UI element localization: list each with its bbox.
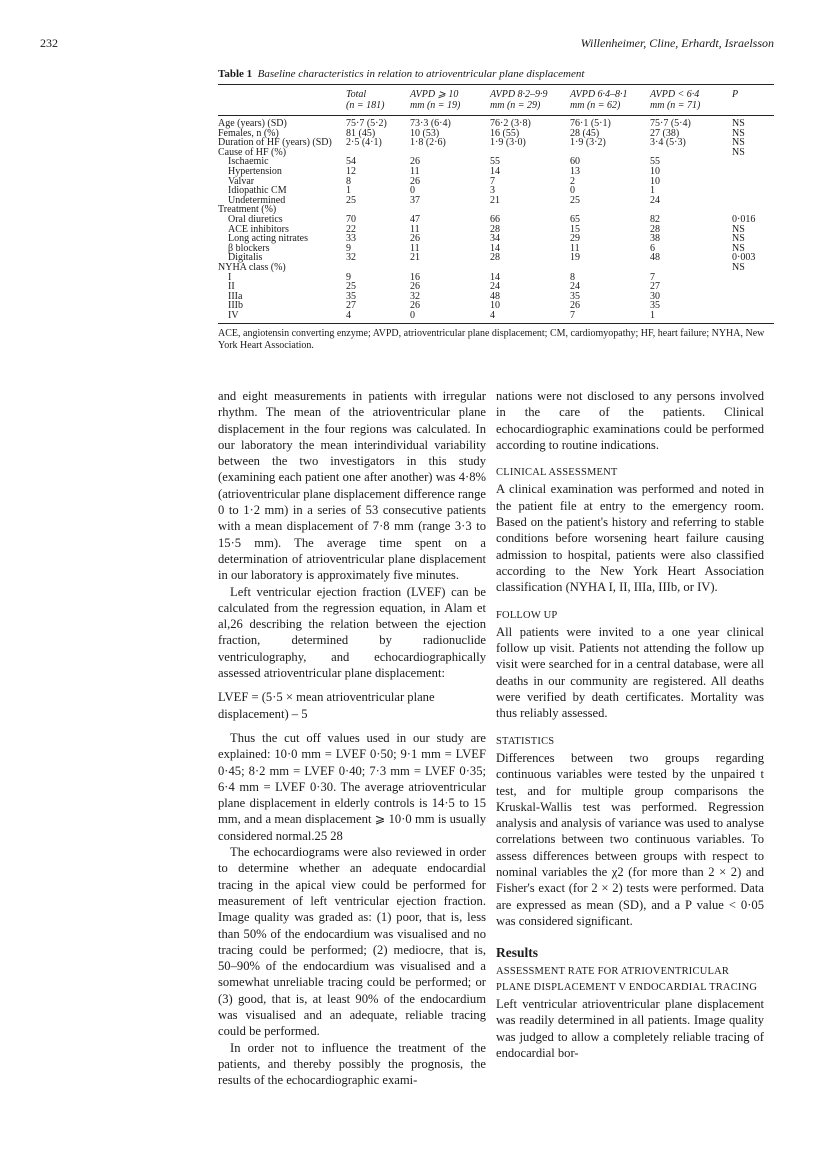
table-cell: 34: [490, 233, 500, 245]
table-cell: [570, 263, 650, 273]
table-cell: 54: [346, 156, 356, 168]
page-number: 232: [40, 36, 58, 50]
table-cell: 48: [490, 290, 500, 302]
table-cell: 4: [346, 311, 410, 324]
table-cell: 82: [650, 213, 660, 225]
column-header: [490, 85, 570, 116]
table-cell: [410, 148, 490, 158]
column-header-line1: Total: [346, 89, 367, 100]
paragraph: All patients were invited to a one year clinical follow up visit. Patients not attending the follow up visit were searched for in a central database, were all deaths in our community are registered. All deaths were verified by death certificates. Mortality was thus reliably assessed.: [496, 624, 764, 721]
table-cell: 7: [490, 175, 495, 187]
table-cell: 28: [490, 252, 500, 264]
row-label: IV: [218, 311, 346, 324]
table-cell: 11: [410, 165, 420, 177]
table-cell: 26: [570, 300, 580, 312]
table-cell: 35: [650, 300, 660, 312]
table-cell: [650, 205, 732, 215]
paragraph: Left ventricular atrioventricular plane displacement was readily determined in all patients. Image quality was judged to allow a completely reliable tracing of endocardial bor-: [496, 997, 764, 1060]
table-cell: 26: [410, 300, 420, 312]
paragraph: The echocardiograms were also reviewed in order to determine whether an adequate endocardial tracing in the apical view could be performed for measurement of left ventricular ejection fraction. Image quality was graded as: (1) poor, that is, less than 50% of the endocardium was visualised and no tracing could be performed; (2) mediocre, that is, 50–90% of the endocardium was visualised and a somewhat unreliable tracing could be performed; or (3) good, that is, at least 90% of the endocardium was visualised and an adequate, reliable tracing could be performed.: [218, 845, 486, 1039]
table-cell: 21: [490, 194, 500, 206]
table-row: [218, 311, 774, 324]
table-cell: [732, 273, 774, 283]
table-row: [218, 177, 774, 187]
column-header: [410, 85, 490, 116]
table-cell: 38: [650, 233, 660, 245]
section-heading-results: Results: [496, 945, 539, 961]
row-label: β blockers: [228, 242, 270, 254]
row-label: NYHA class (%): [218, 261, 286, 273]
table-cell: 27: [346, 300, 356, 312]
row-label: Females, n (%): [218, 127, 279, 139]
section-heading-clinical: CLINICAL ASSESSMENT: [496, 467, 618, 479]
table-cell: 7: [570, 311, 650, 324]
subsection-heading-assessment: ASSESSMENT RATE FOR ATRIOVENTRICULAR PLANE DISPLACEMENT V ENDOCARDIAL TRACING: [496, 965, 758, 993]
table-cell: 10 (53): [410, 127, 440, 139]
table-cell: 14: [490, 271, 500, 283]
table-cell: 12: [346, 165, 356, 177]
column-header-line2: mm (n = 19): [410, 100, 461, 111]
table-cell: 26: [410, 233, 420, 245]
row-label: Cause of HF (%): [218, 146, 287, 158]
table-cell: 65: [570, 213, 580, 225]
table-cell: 37: [410, 194, 420, 206]
table-cell: 66: [490, 213, 500, 225]
table-cell: 6: [650, 242, 655, 254]
column-header-line2: (n = 181): [346, 100, 385, 111]
table-cell: 76·1 (5·1): [570, 118, 611, 129]
row-label: Digitalis: [228, 252, 263, 264]
table-cell: [570, 205, 650, 215]
table-body: [218, 116, 774, 324]
table-row: [218, 138, 774, 148]
column-header: [732, 85, 774, 116]
table-cell: 27 (38): [650, 127, 680, 139]
row-label: Age (years) (SD): [218, 118, 287, 129]
paragraph: nations were not disclosed to any persons involved in the care of the patients. Clinical echocardiographic examinations could be performed according to routine indications.: [496, 389, 764, 452]
table-cell: 35: [570, 290, 580, 302]
column-header-line1: P: [732, 89, 739, 100]
table-cell: [732, 292, 774, 302]
table-cell: NS: [732, 137, 745, 149]
table-cell: [732, 186, 774, 196]
paragraph: Thus the cut off values used in our study are explained: 10·0 mm = LVEF 0·50; 9·1 mm = LVEF 0·45; 8·2 mm = LVEF 0·40; 7·3 mm = LVEF 0·35; 6·4 mm = LVEF 0·30. The average atrioventricular plane displacement in elderly controls is 14·5 to 15 mm, and a mean displacement ⩾ 10·0 mm is usually considered normal.25 28: [218, 730, 486, 843]
table-cell: 32: [410, 290, 420, 302]
column-header: [570, 85, 650, 116]
table-row: [218, 196, 774, 206]
table-cell: 26: [410, 156, 420, 168]
table-cell: 1·9 (3·2): [570, 137, 606, 149]
table-cell: 7: [650, 271, 655, 283]
table-cell: 1: [650, 311, 732, 324]
row-label: II: [228, 281, 235, 293]
row-label: I: [228, 271, 232, 283]
table-cell: [732, 301, 774, 311]
table-cell: 10: [650, 165, 660, 177]
table-cell: 28 (45): [570, 127, 600, 139]
section-heading-follow-up: FOLLOW UP: [496, 609, 558, 621]
table-cell: 29: [570, 233, 580, 245]
table-cell: 1: [346, 185, 351, 197]
table-cell: 30: [650, 290, 660, 302]
table-cell: [732, 177, 774, 187]
table-cell: [732, 311, 774, 324]
table-cell: [732, 282, 774, 292]
table-title: Baseline characteristics in relation to atrioventricular plane displacement: [257, 68, 585, 80]
column-header-line2: mm (n = 29): [490, 100, 541, 111]
running-authors: Willenheimer, Cline, Erhardt, Israelsson: [580, 36, 774, 50]
table-caption: [218, 68, 774, 80]
table-cell: 4: [490, 311, 570, 324]
table-cell: 15: [570, 223, 580, 235]
table-cell: 48: [650, 252, 660, 264]
row-label: Duration of HF (years) (SD): [218, 137, 332, 149]
table-cell: [650, 148, 732, 158]
table-label: Table 1: [218, 68, 253, 80]
row-label: Idiopathic CM: [228, 185, 287, 197]
table-row: [218, 253, 774, 263]
lvef-equation: LVEF = (5·5 × mean atrioventricular plane displacement) – 5: [218, 690, 435, 721]
table-cell: 24: [650, 194, 660, 206]
column-header-line1: AVPD ⩾ 10: [410, 89, 459, 100]
table-cell: NS: [732, 233, 745, 245]
table-cell: 19: [570, 252, 580, 264]
paragraph: In order not to influence the treatment of the patients, and thereby possibly the prognosis, the results of the echocardiographic exami-: [218, 1040, 486, 1088]
baseline-table: [218, 84, 774, 324]
column-header-line2: mm (n = 71): [650, 100, 701, 111]
table-cell: [570, 148, 650, 158]
table-cell: 8: [346, 175, 351, 187]
table-cell: 55: [490, 156, 500, 168]
table-cell: 2: [570, 175, 575, 187]
table-cell: 0: [570, 185, 575, 197]
table-cell: NS: [732, 146, 745, 158]
table-cell: NS: [732, 118, 745, 129]
table-cell: [732, 167, 774, 177]
table-cell: 0: [410, 185, 415, 197]
table-cell: [732, 196, 774, 206]
table-cell: 9: [346, 242, 351, 254]
table-row: [218, 301, 774, 311]
row-label: IIIa: [228, 290, 243, 302]
table-cell: 21: [410, 252, 420, 264]
table-cell: 3: [490, 185, 495, 197]
table-cell: [410, 205, 490, 215]
table-cell: 14: [490, 242, 500, 254]
table-cell: 27: [650, 281, 660, 293]
table-cell: 75·7 (5·2): [346, 118, 387, 129]
table-cell: 10: [490, 300, 500, 312]
paragraph: Left ventricular ejection fraction (LVEF) can be calculated from the regression equation, in Alam et al,26 describing the relation between the ejection fraction, determined by radionuclide ventriculography, and echocardiographically assessed atrioventricular plane displacement:: [218, 584, 486, 681]
table-cell: 22: [346, 223, 356, 235]
table-cell: 70: [346, 213, 356, 225]
table-cell: 28: [650, 223, 660, 235]
column-header: [218, 85, 346, 116]
table-cell: NS: [732, 261, 745, 273]
column-header-line2: mm (n = 62): [570, 100, 621, 111]
table-cell: 11: [410, 223, 420, 235]
table-cell: [410, 263, 490, 273]
table-cell: 76·2 (3·8): [490, 118, 531, 129]
table-cell: 60: [570, 156, 580, 168]
table-cell: 0: [410, 311, 490, 324]
column-header: [650, 85, 732, 116]
table-cell: 9: [346, 271, 351, 283]
table-cell: 75·7 (5·4): [650, 118, 691, 129]
table-cell: NS: [732, 127, 745, 139]
table-footnote: ACE, angiotensin converting enzyme; AVPD, atrioventricular plane displacement; CM, cardiomyopathy; HF, heart failure; NYHA, New York Heart Association.: [218, 328, 765, 352]
table-cell: 55: [650, 156, 660, 168]
row-label: Undetermined: [228, 194, 286, 206]
row-label: Ischaemic: [228, 156, 269, 168]
paragraph: Differences between two groups regarding continuous variables were tested by the unpaired t test, and for multiple group comparisons the Kruskal-Wallis test was performed. Regression analysis and analysis of variance was used to analyse correlations between two continuous variables. To assess differences between groups with respect to nominal variables the χ2 (for more than 2 × 2) and Fisher's exact (for 2 × 2) tests were performed. Data are expressed as mean (SD), and a P value < 0·05 was considered significant.: [496, 750, 764, 928]
table-cell: 25: [346, 194, 356, 206]
table-cell: [346, 263, 410, 273]
table-cell: 24: [570, 281, 580, 293]
table-cell: 28: [490, 223, 500, 235]
table-cell: 10: [650, 175, 660, 187]
table-cell: [490, 205, 570, 215]
column-header-line1: AVPD 8·2–9·9: [490, 89, 548, 100]
table-cell: NS: [732, 223, 745, 235]
row-label: IIIb: [228, 300, 243, 312]
table-row: [218, 116, 774, 129]
table-cell: NS: [732, 242, 745, 254]
table-header-row: [218, 85, 774, 116]
row-label: Valvar: [228, 175, 255, 187]
table-cell: 26: [410, 175, 420, 187]
table-cell: [650, 263, 732, 273]
table-cell: 8: [570, 271, 575, 283]
paragraph: and eight measurements in patients with irregular rhythm. The mean of the atrioventricular plane displacement in the four regions was calculated. In our laboratory the mean interindividual variability between the two investigators in this study (examining each patient one after another) was 4·8% (atrioventricular plane displacement difference range 0 to 1·2 mm) in a series of 53 consecutive patients with a mean displacement of 7·8 mm (range 3·3 to 15·5 mm). The average time spent on a determination of atrioventricular plane displacement in our laboratory is approximately five minutes.: [218, 389, 486, 583]
table-cell: 1·8 (2·6): [410, 137, 446, 149]
table-cell: 35: [346, 290, 356, 302]
table-cell: 0·003: [732, 252, 756, 264]
table-cell: 3·4 (5·3): [650, 137, 686, 149]
table-cell: [732, 157, 774, 167]
table-cell: 32: [346, 252, 356, 264]
table-cell: [490, 148, 570, 158]
table-cell: [490, 263, 570, 273]
table-cell: 24: [490, 281, 500, 293]
row-label: Long acting nitrates: [228, 233, 308, 245]
column-header: [346, 85, 410, 116]
row-label: ACE inhibitors: [228, 223, 289, 235]
paragraph: A clinical examination was performed and noted in the patient file at entry to the emergency room. Based on the patient's history and referring to stable conditions before worsening heart failure causing admission to hospital, patients were also classified according to the New York Heart Association classification (NYHA I, II, IIIa, IIIb, or IV).: [496, 482, 764, 595]
table-cell: 14: [490, 165, 500, 177]
table-1: [218, 68, 774, 352]
row-label: Hypertension: [228, 165, 282, 177]
column-header-line1: AVPD < 6·4: [650, 89, 700, 100]
table-cell: 11: [570, 242, 580, 254]
column-header-line1: AVPD 6·4–8·1: [570, 89, 628, 100]
table-cell: 11: [410, 242, 420, 254]
table-cell: 1·9 (3·0): [490, 137, 526, 149]
table-cell: 2·5 (4·1): [346, 137, 382, 149]
table-cell: 25: [570, 194, 580, 206]
table-cell: 26: [410, 281, 420, 293]
right-column: [496, 388, 764, 1061]
running-header: [40, 36, 776, 54]
table-cell: 33: [346, 233, 356, 245]
table-cell: 13: [570, 165, 580, 177]
row-label: Oral diuretics: [228, 213, 283, 225]
table-cell: 1: [650, 185, 655, 197]
row-label: Treatment (%): [218, 204, 277, 216]
table-cell: 0·016: [732, 213, 756, 225]
table-cell: 16 (55): [490, 127, 520, 139]
section-heading-statistics: STATISTICS: [496, 735, 555, 747]
table-cell: 25: [346, 281, 356, 293]
table-row: [218, 167, 774, 177]
table-cell: 73·3 (6·4): [410, 118, 451, 129]
left-column: [218, 388, 486, 1088]
table-cell: 16: [410, 271, 420, 283]
table-cell: 47: [410, 213, 420, 225]
table-cell: 81 (45): [346, 127, 376, 139]
